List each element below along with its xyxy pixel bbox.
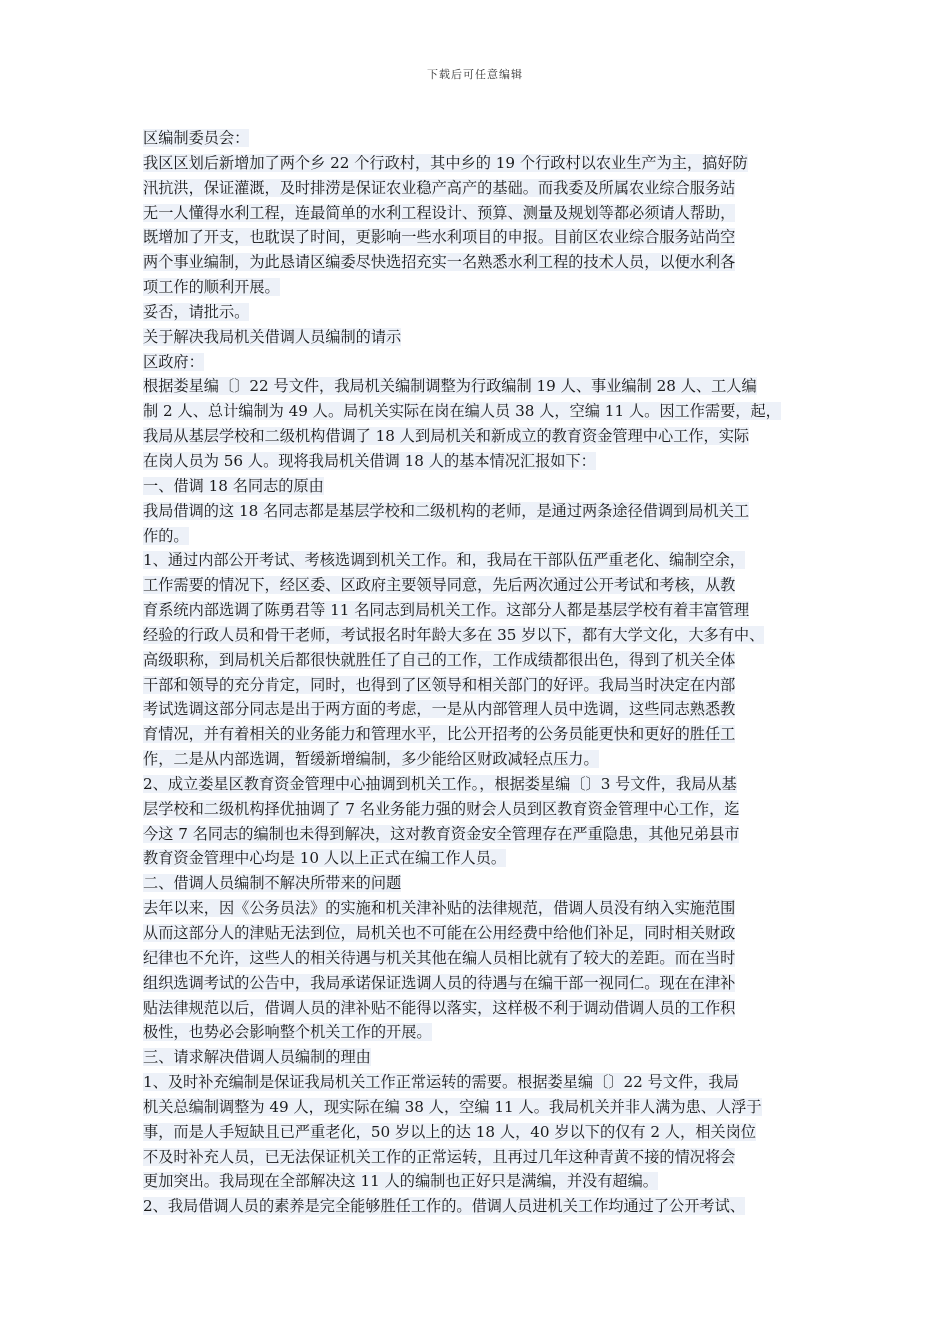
text-line-content: 从而这部分人的津贴无法到位，局机关也不可能在公用经费中给他们补足，同时相关财政 xyxy=(143,924,736,942)
text-line-content: 1、通过内部公开考试、考核选调到机关工作。和，我局在干部队伍严重老化、编制空余， xyxy=(143,551,745,570)
text-line xyxy=(143,201,833,226)
text-line-content: 层学校和二级机构择优抽调了 7 名业务能力强的财会人员到区教育资金管理中心工作，迄 xyxy=(143,799,740,818)
text-line-content: 区政府： xyxy=(143,352,204,371)
text-line xyxy=(143,896,833,921)
text-line-content: 组织选调考试的公告中，我局承诺保证选调人员的待遇与在编干部一视同仁。现在在津补 xyxy=(143,973,736,992)
text-line xyxy=(143,772,833,797)
text-line xyxy=(143,151,833,176)
text-line-content: 三、请求解决借调人员编制的理由 xyxy=(143,1048,371,1067)
text-line xyxy=(143,1070,833,1095)
text-line-content: 我区区划后新增加了两个乡 22 个行政村，其中乡的 19 个行政村以农业生产为主，搞好防 xyxy=(143,153,748,172)
text-line xyxy=(143,648,833,673)
text-line xyxy=(143,275,833,300)
text-line-content: 二、借调人员编制不解决所带来的问题 xyxy=(143,874,402,893)
text-line-content: 既增加了开支，也耽误了时间，更影响一些水利项目的申报。目前区农业综合服务站尚空 xyxy=(143,228,736,247)
text-line xyxy=(143,374,833,399)
text-line-content: 干部和领导的充分肯定，同时，也得到了区领导和相关部门的好评。我局当时决定在内部 xyxy=(143,675,736,694)
text-line-content: 关于解决我局机关借调人员编制的请示 xyxy=(143,327,402,346)
text-line-content: 今这 7 名同志的编制也未得到解决，这对教育资金安全管理存在严重隐患，其他兄弟县市 xyxy=(143,824,740,843)
text-line-content: 事，而是人手短缺且已严重老化，50 岁以上的达 18 人，40 岁以下的仅有 2 人，相关岗位 xyxy=(143,1122,756,1141)
text-line xyxy=(143,225,833,250)
text-line xyxy=(143,623,833,648)
text-line-content: 极性，也势必会影响整个机关工作的开展。 xyxy=(143,1023,432,1042)
text-line-content: 经验的行政人员和骨干老师，考试报名时年龄大多在 35 岁以下，都有大学文化，大多有中、 xyxy=(143,625,765,644)
text-line xyxy=(143,673,833,698)
text-line-content: 考试选调这部分同志是出于两方面的考虑，一是从内部管理人员中选调，这些同志熟悉教 xyxy=(143,700,736,719)
text-line xyxy=(143,573,833,598)
text-line xyxy=(143,1020,833,1045)
text-line-content: 妥否，请批示。 xyxy=(143,302,250,321)
text-line xyxy=(143,350,833,375)
text-line xyxy=(143,325,833,350)
text-line-content: 贴法律规范以后，借调人员的津补贴不能得以落实，这样极不利于调动借调人员的工作积 xyxy=(143,998,736,1017)
text-line xyxy=(143,524,833,549)
text-line-content: 作的。 xyxy=(143,526,189,545)
text-line-content: 作，二是从内部选调，暂缓新增编制，多少能给区财政减轻点压力。 xyxy=(143,750,599,769)
text-line xyxy=(143,1194,833,1219)
text-line xyxy=(143,474,833,499)
text-line xyxy=(143,1169,833,1194)
text-line xyxy=(143,697,833,722)
text-line-content: 项工作的顺利开展。 xyxy=(143,278,280,297)
text-line xyxy=(143,822,833,847)
text-line-content: 育情况，并有着相关的业务能力和管理水平，比公开招考的公务员能更快和更好的胜任工 xyxy=(143,725,736,744)
text-line xyxy=(143,126,833,151)
text-line-content: 我局从基层学校和二级机构借调了 18 人到局机关和新成立的教育资金管理中心工作，实际 xyxy=(143,427,750,446)
text-line xyxy=(143,499,833,524)
text-line xyxy=(143,300,833,325)
text-line-content: 2、成立娄星区教育资金管理中心抽调到机关工作。，根据娄星编〔〕3 号文件，我局从基 xyxy=(143,774,737,793)
text-line-content: 汛抗洪，保证灌溉，及时排涝是保证农业稳产高产的基础。而我委及所属农业综合服务站 xyxy=(143,178,736,197)
text-line-content: 工作需要的情况下，经区委、区政府主要领导同意，先后两次通过公开考试和考核，从教 xyxy=(143,576,736,595)
text-line xyxy=(143,871,833,896)
text-line xyxy=(143,996,833,1021)
text-line-content: 不及时补充人员，已无法保证机关工作的正常运转，且再过几年这种青黄不接的情况将会 xyxy=(143,1147,736,1166)
text-line-content: 根据娄星编〔〕22 号文件，我局机关编制调整为行政编制 19 人、事业编制 28 人、工人编 xyxy=(143,377,757,396)
text-line-content: 在岗人员为 56 人。现将我局机关借调 18 人的基本情况汇报如下： xyxy=(143,451,596,470)
text-line xyxy=(143,946,833,971)
text-line-content: 2、我局借调人员的素养是完全能够胜任工作的。借调人员进机关工作均通过了公开考试、 xyxy=(143,1197,745,1216)
text-line xyxy=(143,1095,833,1120)
text-line-content: 区编制委员会： xyxy=(143,129,250,147)
text-line xyxy=(143,176,833,201)
text-line xyxy=(143,722,833,747)
text-line xyxy=(143,846,833,871)
text-line xyxy=(143,250,833,275)
text-line-content: 1、及时补充编制是保证我局机关工作正常运转的需要。根据娄星编〔〕22 号文件，我局 xyxy=(143,1073,739,1092)
text-line xyxy=(143,548,833,573)
text-line xyxy=(143,449,833,474)
text-line xyxy=(143,747,833,772)
text-line-content: 更加突出。我局现在全部解决这 11 人的编制也正好只是满编，并没有超编。 xyxy=(143,1172,658,1191)
text-line xyxy=(143,399,833,424)
text-line xyxy=(143,1120,833,1145)
text-line xyxy=(143,424,833,449)
text-line-content: 制 2 人、总计编制为 49 人。局机关实际在岗在编人员 38 人，空编 11 人。因工作需要，起， xyxy=(143,402,781,421)
text-line-content: 我局借调的这 18 名同志都是基层学校和二级机构的老师，是通过两条途径借调到局机关工 xyxy=(143,501,750,520)
document-body xyxy=(143,126,833,1219)
text-line-content: 无一人懂得水利工程，连最简单的水利工程设计、预算、测量及规划等都必须请人帮助， xyxy=(143,203,736,222)
text-line-content: 去年以来，因《公务员法》的实施和机关津补贴的法律规范，借调人员没有纳入实施范围 xyxy=(143,899,736,918)
text-line-content: 纪律也不允许，这些人的相关待遇与机关其他在编人员相比就有了较大的差距。而在当时 xyxy=(143,948,736,967)
text-line-content: 两个事业编制，为此恳请区编委尽快选招充实一名熟悉水利工程的技术人员，以便水利各 xyxy=(143,253,736,272)
text-line-content: 一、借调 18 名同志的原由 xyxy=(143,476,324,495)
page-header: 下载后可任意编辑 xyxy=(427,68,523,81)
text-line xyxy=(143,921,833,946)
text-line xyxy=(143,797,833,822)
text-line xyxy=(143,1145,833,1170)
text-line-content: 机关总编制调整为 49 人，现实际在编 38 人，空编 11 人。我局机关并非人满为患、人浮于 xyxy=(143,1097,762,1116)
text-line xyxy=(143,598,833,623)
text-line-content: 教育资金管理中心均是 10 人以上正式在编工作人员。 xyxy=(143,849,507,868)
text-line-content: 育系统内部选调了陈勇君等 11 名同志到局机关工作。这部分人都是基层学校有着丰富管理 xyxy=(143,601,750,620)
text-line-content: 高级职称，到局机关后都很快就胜任了自己的工作，工作成绩都很出色，得到了机关全体 xyxy=(143,650,736,669)
text-line xyxy=(143,1045,833,1070)
text-line xyxy=(143,971,833,996)
